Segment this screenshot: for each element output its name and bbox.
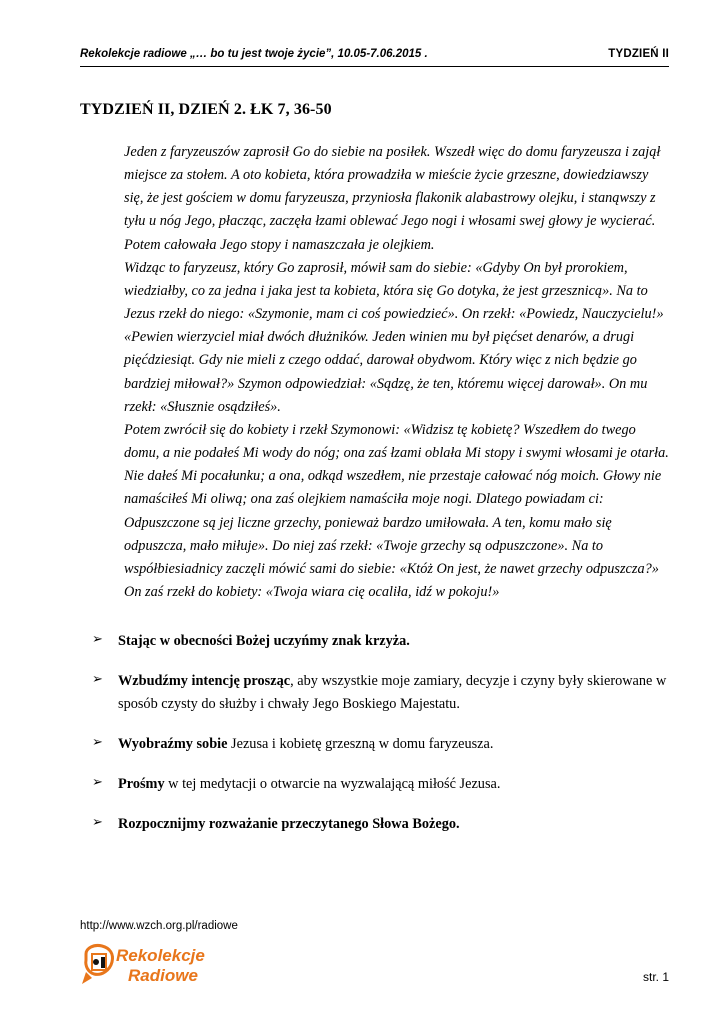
footer-url[interactable]: http://www.wzch.org.pl/radiowe xyxy=(80,920,238,932)
point-bold-lead: Stając w obecności Bożej uczyńmy znak krzyża. xyxy=(118,633,410,650)
list-item xyxy=(92,773,669,796)
arrow-bullet-icon: ➢ xyxy=(92,774,103,790)
point-rest: Jezusa i kobietę grzeszną w domu faryzeusza. xyxy=(227,735,494,752)
point-rest: w tej medytacji o otwarcie na wyzwalającą miłość Jezusa. xyxy=(164,775,501,792)
header-title-left: Rekolekcje radiowe „… bo tu jest twoje życie”, 10.05-7.06.2015 . xyxy=(80,48,428,60)
list-item xyxy=(92,630,669,653)
list-item xyxy=(92,670,669,716)
scripture-paragraph-2: Widząc to faryzeusz, który Go zaprosił, mówił sam do siebie: «Gdyby On był prorokiem, wiedziałby, co za jedna i jaka jest ta kobieta, która się Go dotyka, że jest grzesznicą». Na to Jezus rzekł do niego: «Szymonie, mam ci coś powiedzieć». On rzekł: «Powiedz, Nauczycielu!» «Pewien wierzyciel miał dwóch dłużników. Jeden winien mu był pięćset denarów, a drugi pięćdziesiąt. Gdy nie mieli z czego oddać, darował obydwom. Który więc z nich będzie go bardziej miłował?» Szymon odpowiedział: «Sądzę, że ten, któremu więcej darował». On mu rzekł: «Słusznie osądziłeś». xyxy=(124,259,664,415)
point-text xyxy=(118,630,669,653)
list-item xyxy=(92,813,669,836)
logo-graphic-icon xyxy=(80,942,280,988)
scripture-block xyxy=(124,141,669,604)
arrow-bullet-icon: ➢ xyxy=(92,814,103,830)
page-number: str. 1 xyxy=(642,970,669,984)
logo-line2: Radiowe xyxy=(128,966,198,985)
scripture-paragraph-1: Jeden z faryzeuszów zaprosił Go do siebie na posiłek. Wszedł więc do domu faryzeusza i zajął miejsce za stołem. A oto kobieta, która prowadziła w mieście życie grzeszne, dowiedziawszy się, że jest gościem w domu faryzeusza, przyniosła flakonik alabastrowy olejku, i stanąwszy z tyłu u nóg Jego, płacząc, zaczęła łzami oblewać Jego nogi i włosami swej głowy je wycierać. Potem całowała Jego stopy i namaszczała je olejkiem. xyxy=(124,144,661,253)
point-bold-lead: Rozpocznijmy rozważanie przeczytanego Słowa Bożego. xyxy=(118,815,460,832)
logo-line1: Rekolekcje xyxy=(116,946,205,965)
list-item xyxy=(92,733,669,756)
arrow-bullet-icon: ➢ xyxy=(92,632,103,648)
point-rest: , aby wszystkie moje zamiary, decyzje i czyny były skierowane w sposób czysty do służby i chwały Jego Boskiego Majestatu. xyxy=(118,673,667,712)
page-title: TYDZIEŃ II, DZIEŃ 2. ŁK 7, 36-50 xyxy=(80,101,332,118)
point-bold-lead: Wzbudźmy intencję prosząc xyxy=(118,673,291,689)
point-text xyxy=(118,670,669,716)
arrow-bullet-icon: ➢ xyxy=(92,672,103,687)
page-header xyxy=(80,48,669,67)
arrow-bullet-icon: ➢ xyxy=(92,734,103,750)
point-text xyxy=(118,733,669,756)
scripture-paragraph-3: Potem zwrócił się do kobiety i rzekł Szymonowi: «Widzisz tę kobietę? Wszedłem do twego domu, a nie podałeś Mi wody do nóg; ona zaś łzami oblała Mi stopy i swymi włosami je otarła. Nie dałeś Mi pocałunku; a ona, odkąd wszedłem, nie przestaje całować nóg moich. Głowy nie namaściłeś Mi oliwą; ona zaś olejkiem namaściła moje nogi. Dlatego powiadam ci: Odpuszczone są jej liczne grzechy, ponieważ bardzo umiłowała. A ten, komu mało się odpuszcza, mało miłuje». Do niej zaś rzekł: «Twoje grzechy są odpuszczone». Na to współbiesiadnicy zaczęli mówić sami do siebie: «Któż On jest, że nawet grzechy odpuszcza?» On zaś rzekł do kobiety: «Twoja wiara cię ocaliła, idź w pokoju!» xyxy=(124,421,669,600)
meditation-points-list xyxy=(92,630,669,835)
point-text xyxy=(118,773,669,796)
header-title-right: TYDZIEŃ II xyxy=(608,48,669,60)
point-text xyxy=(118,813,669,836)
page-footer xyxy=(80,920,669,988)
point-bold-lead: Wyobraźmy sobie xyxy=(118,735,228,752)
point-bold-lead: Prośmy xyxy=(118,775,165,792)
footer-bottom-row xyxy=(80,942,669,988)
logo xyxy=(80,942,280,988)
